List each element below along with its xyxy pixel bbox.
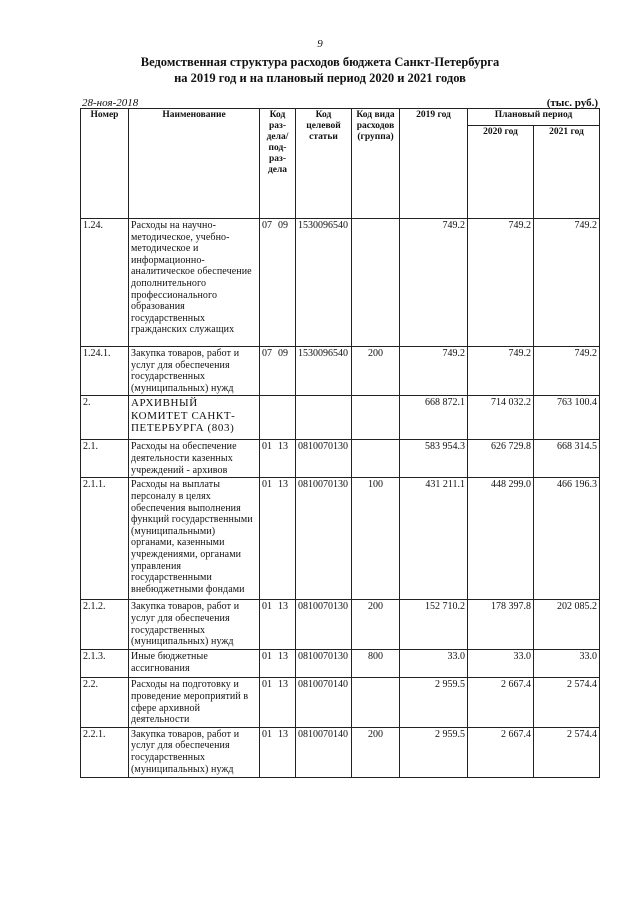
document-title-line-2: на 2019 год и на плановый период 2020 и 2021 годов [174, 71, 466, 85]
row-number: 1.24. [81, 219, 129, 347]
row-amount-2020: 2 667.4 [468, 678, 534, 727]
row-vr: 200 [352, 600, 400, 650]
row-vr: 100 [352, 478, 400, 600]
header-csr: Код целевой статьи [296, 109, 352, 219]
row-amount-2021: 749.2 [534, 219, 600, 347]
row-razdel-code: 01 [262, 651, 272, 663]
table-row [81, 219, 600, 347]
row-amount-2020: 749.2 [468, 347, 534, 396]
row-name: Закупка товаров, работ и услуг для обеспечения государственных (муниципальных) нужд [129, 727, 260, 777]
row-razdel [260, 727, 296, 777]
row-amount-2019: 152 710.2 [400, 600, 468, 650]
header-2021: 2021 год [534, 126, 600, 219]
row-amount-2021: 763 100.4 [534, 396, 600, 440]
table-row [81, 727, 600, 777]
row-vr: 200 [352, 347, 400, 396]
document-title-line-1: Ведомственная структура расходов бюджета Санкт-Петербурга [140, 55, 500, 69]
row-amount-2021: 33.0 [534, 650, 600, 678]
row-razdel-code: 01 [262, 479, 272, 491]
header-2019: 2019 год [400, 109, 468, 219]
row-csr: 0810070130 [296, 600, 352, 650]
row-number: 1.24.1. [81, 347, 129, 396]
header-2020: 2020 год [468, 126, 534, 219]
row-subrazdel-code: 09 [278, 220, 288, 231]
row-razdel [260, 678, 296, 727]
row-razdel-code: 01 [262, 728, 272, 740]
table-row [81, 440, 600, 478]
header-number: Номер [81, 109, 129, 219]
row-name: Расходы на обеспечение деятельности казенных учреждений - архивов [129, 440, 260, 478]
row-razdel-code: 01 [262, 441, 272, 453]
header-vr: Код вида расходов (группа) [352, 109, 400, 219]
row-csr: 0810070130 [296, 650, 352, 678]
header-razdel: Код раз-дела/ под-раз-дела [260, 109, 296, 219]
row-number: 2. [81, 396, 129, 440]
row-number: 2.2. [81, 678, 129, 727]
row-vr: 800 [352, 650, 400, 678]
document-date: 28-ноя-2018 [82, 97, 139, 109]
row-amount-2019: 749.2 [400, 219, 468, 347]
row-subrazdel-code: 13 [278, 441, 288, 453]
row-number: 2.1. [81, 440, 129, 478]
row-amount-2019: 2 959.5 [400, 727, 468, 777]
row-razdel-code: 07 [262, 348, 272, 359]
row-vr [352, 678, 400, 727]
header-plan-period: Плановый период [468, 109, 600, 126]
row-razdel [260, 219, 296, 347]
row-name: Расходы на научно-методическое, учебно-методическое и информационно-аналитическое обеспечение дополнительного профессионального образования государственных гражданских служащих [129, 219, 260, 347]
row-subrazdel-code: 13 [278, 728, 288, 740]
row-csr: 1530096540 [296, 347, 352, 396]
row-number: 2.1.3. [81, 650, 129, 678]
row-amount-2019: 2 959.5 [400, 678, 468, 727]
row-name: Иные бюджетные ассигнования [129, 650, 260, 678]
row-razdel-code: 01 [262, 679, 272, 691]
row-razdel [260, 600, 296, 650]
row-amount-2019: 668 872.1 [400, 396, 468, 440]
table-row [81, 347, 600, 396]
row-name: АРХИВНЫЙ КОМИТЕТ САНКТ-ПЕТЕРБУРГА (803) [129, 396, 260, 440]
row-amount-2021: 668 314.5 [534, 440, 600, 478]
row-amount-2020: 178 397.8 [468, 600, 534, 650]
row-razdel-code: 07 [262, 220, 272, 231]
table-row [81, 600, 600, 650]
row-csr [296, 396, 352, 440]
row-name: Закупка товаров, работ и услуг для обеспечения государственных (муниципальных) нужд [129, 600, 260, 650]
budget-table [80, 108, 600, 778]
row-amount-2019: 583 954.3 [400, 440, 468, 478]
row-subrazdel-code: 13 [278, 651, 288, 663]
row-subrazdel-code: 09 [278, 348, 288, 359]
row-amount-2021: 202 085.2 [534, 600, 600, 650]
row-csr: 0810070140 [296, 678, 352, 727]
row-vr: 200 [352, 727, 400, 777]
row-razdel [260, 650, 296, 678]
row-csr: 0810070130 [296, 440, 352, 478]
row-amount-2020: 33.0 [468, 650, 534, 678]
row-amount-2021: 2 574.4 [534, 727, 600, 777]
row-amount-2020: 714 032.2 [468, 396, 534, 440]
table-row [81, 678, 600, 727]
page-number: 9 [317, 38, 323, 50]
row-amount-2020: 749.2 [468, 219, 534, 347]
table-row [81, 478, 600, 600]
table-row [81, 396, 600, 440]
row-amount-2019: 431 211.1 [400, 478, 468, 600]
row-csr: 0810070130 [296, 478, 352, 600]
row-csr: 0810070140 [296, 727, 352, 777]
row-amount-2021: 466 196.3 [534, 478, 600, 600]
row-number: 2.1.1. [81, 478, 129, 600]
row-razdel-code: 01 [262, 601, 272, 613]
row-vr [352, 440, 400, 478]
document-title [0, 54, 640, 86]
row-amount-2021: 749.2 [534, 347, 600, 396]
row-subrazdel-code: 13 [278, 479, 288, 491]
row-number: 2.2.1. [81, 727, 129, 777]
row-amount-2019: 749.2 [400, 347, 468, 396]
row-subrazdel-code: 13 [278, 601, 288, 613]
header-name: Наименование [129, 109, 260, 219]
row-amount-2021: 2 574.4 [534, 678, 600, 727]
row-amount-2020: 2 667.4 [468, 727, 534, 777]
row-csr: 1530096540 [296, 219, 352, 347]
row-number: 2.1.2. [81, 600, 129, 650]
row-razdel [260, 440, 296, 478]
row-amount-2019: 33.0 [400, 650, 468, 678]
row-amount-2020: 448 299.0 [468, 478, 534, 600]
row-name: Расходы на подготовку и проведение мероприятий в сфере архивной деятельности [129, 678, 260, 727]
row-name: Закупка товаров, работ и услуг для обеспечения государственных (муниципальных) нужд [129, 347, 260, 396]
row-vr [352, 219, 400, 347]
row-name: Расходы на выплаты персоналу в целях обеспечения выполнения функций государственными (муниципальными) органами, казенными учреждениями, органами управления государственными внебюджетными фондами [129, 478, 260, 600]
row-razdel [260, 478, 296, 600]
row-razdel [260, 347, 296, 396]
row-subrazdel-code: 13 [278, 679, 288, 691]
row-vr [352, 396, 400, 440]
units-label: (тыс. руб.) [546, 97, 598, 109]
table-row [81, 650, 600, 678]
row-amount-2020: 626 729.8 [468, 440, 534, 478]
row-razdel [260, 396, 296, 440]
